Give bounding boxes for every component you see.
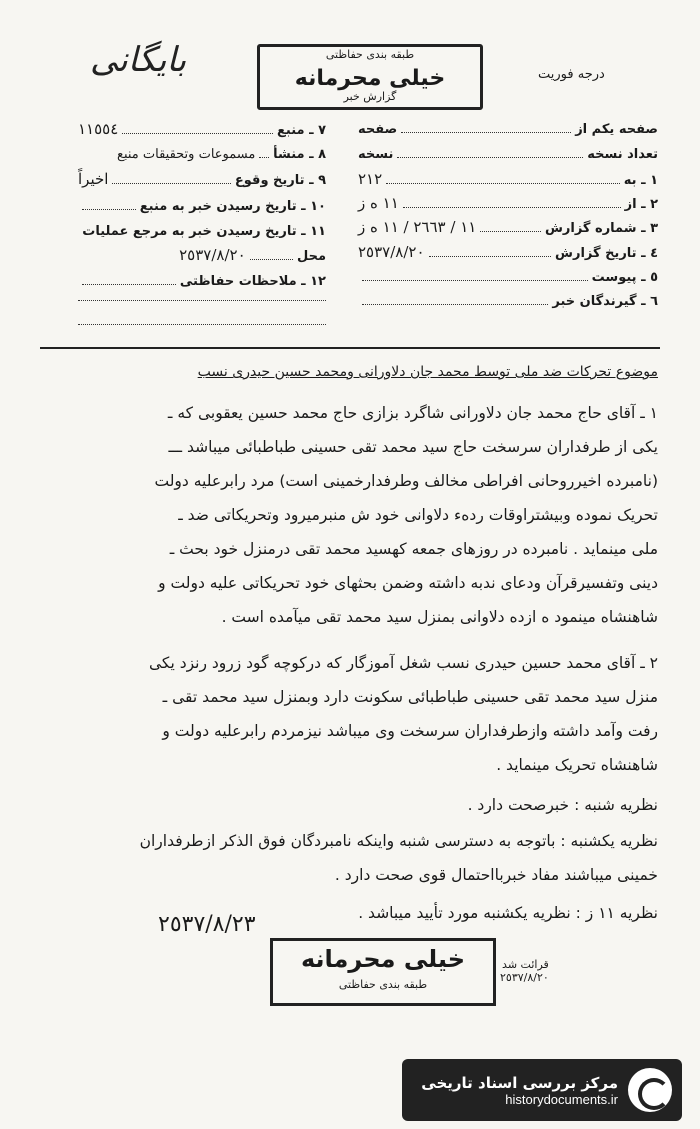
field-source: ٧ ـ منبع ١١٥٥٤ bbox=[78, 120, 326, 138]
reading-note: قرائت شد ٢٥٣٧/٨/٢٠ bbox=[500, 958, 549, 984]
handwritten-date: ٢٥٣٧/٨/٢٣ bbox=[158, 912, 256, 937]
handwritten-archive-mark: بایگانی bbox=[90, 40, 187, 80]
stamp-bottom-sub: طبقه بندی حفاظتی bbox=[338, 978, 428, 991]
stamp-classification: خیلی محرمانه bbox=[294, 66, 446, 91]
field-to: ١ ـ به ٢١٢ bbox=[358, 170, 658, 188]
body-line: شاهنشاه تحریک مینماید . bbox=[496, 756, 658, 774]
subject-line: موضوع تحرکات ضد ملی توسط محمد جان دلاورانی ومحمد حسین حیدری نسب bbox=[197, 364, 658, 380]
body-line: یکی از طرفداران سرسخت حاج سید محمد تقی حسینی طباطبائی میباشد ـــ bbox=[168, 438, 658, 456]
notes-line-1 bbox=[78, 300, 326, 301]
classification-stamp-bottom bbox=[270, 938, 496, 1006]
body-line: رفت وآمد داشته وازطرفداران سرسخت وی میباشد نیزمردم رابرعلیه دولت و bbox=[162, 722, 658, 740]
body-line: ٢ ـ آقای محمد حسین حیدری نسب شغل آموزگار که درکوچه گود زرود رنزد یکی bbox=[148, 654, 658, 672]
stamp-bottom-classification: خیلی محرمانه bbox=[300, 945, 466, 973]
opinion-sunday: نظریه یکشنبه : باتوجه به دسترسی شنبه واینکه نامبردگان فوق الذکر ازطرفداران bbox=[139, 832, 658, 850]
body-line: (نامبرده اخیرروحانی افراطی مخالف وطرفدارخمینی است) مرد رابرعلیه دولت bbox=[154, 472, 658, 490]
watermark-title: مرکز بررسی اسناد تاریخی bbox=[421, 1073, 618, 1092]
stamp-report-type: گزارش خبر bbox=[343, 90, 397, 103]
priority-label: درجه فوریت bbox=[538, 67, 605, 82]
body-line: منزل سید محمد تقی حسینی طباطبائی سکونت دارد وبمنزل سید محمد تقی ـ bbox=[162, 688, 658, 706]
opinion-unit: نظریه ١١ ز : نظریه یکشنبه مورد تأیید میباشد . bbox=[358, 904, 658, 922]
field-security-notes: ١٢ ـ ملاحظات حفاظتی bbox=[78, 272, 326, 289]
watermark-url: historydocuments.ir bbox=[505, 1091, 618, 1107]
opinion-saturday: نظریه شنبه : خبرصحت دارد . bbox=[467, 796, 658, 814]
field-location: محل ٢٥٣٧/٨/٢٠ bbox=[179, 246, 326, 264]
body-line: ملی مینماید . نامبرده در روزهای جمعه کهسید محمد تقی درمنزل خود بحث ـ bbox=[169, 540, 658, 558]
field-page: صفحه یکم از صفحه bbox=[358, 122, 658, 137]
classification-stamp-top bbox=[257, 44, 483, 110]
archive-logo-icon bbox=[628, 1068, 672, 1112]
body-line: تحریک نموده وبیشتراوقات ردهء دلاوانی خود ش منبرمیرود وتحریکاتی ضد ـ bbox=[178, 506, 658, 524]
opinion-sunday-cont: خمینی میباشند مفاد خبربااحتمال قوی صحت دارد . bbox=[334, 866, 658, 884]
field-copies: تعداد نسخه نسخه bbox=[358, 147, 658, 162]
field-occurrence-date: ٩ ـ تاریخ وقوع اخیراً bbox=[78, 170, 326, 188]
body-line: دینی وتفسیرقرآن ودعای ندبه داشته وضمن بحثهای خود تحریکاتی علیه دولت و bbox=[158, 574, 658, 592]
watermark-banner bbox=[402, 1059, 682, 1121]
field-origin: ٨ ـ منشأ مسموعات وتحقیقات منبع bbox=[117, 147, 326, 162]
field-report-date: ٤ ـ تاریخ گزارش ٢٥٣٧/٨/٢٠ bbox=[358, 243, 658, 261]
field-report-number: ٣ ـ شماره گزارش ١١ / ٢٦٦٣ / ١١ ه ز bbox=[358, 218, 658, 236]
notes-line-2 bbox=[78, 324, 326, 325]
body-line: شاهنشاه مینمود ه ازده دلاوانی بمنزل سید محمد تقی میآمده است . bbox=[221, 608, 658, 626]
field-from: ٢ ـ از ١١ ه ز bbox=[358, 194, 658, 212]
field-attachment: ٥ ـ پیوست bbox=[358, 268, 658, 285]
field-recipients: ٦ ـ گیرندگان خبر bbox=[358, 292, 658, 309]
field-received-by-operations: ١١ ـ تاریخ رسیدن خبر به مرجع عملیات bbox=[82, 224, 326, 239]
body-line: ١ ـ آقای حاج محمد جان دلاورانی شاگرد بزازی حاج محمد حسین یعقوبی که ـ bbox=[167, 404, 658, 422]
stamp-sub-label: طبقه بندی حفاظتی bbox=[325, 48, 415, 61]
field-received-by-source: ١٠ ـ تاریخ رسیدن خبر به منبع bbox=[78, 197, 326, 214]
header-divider bbox=[40, 347, 660, 349]
